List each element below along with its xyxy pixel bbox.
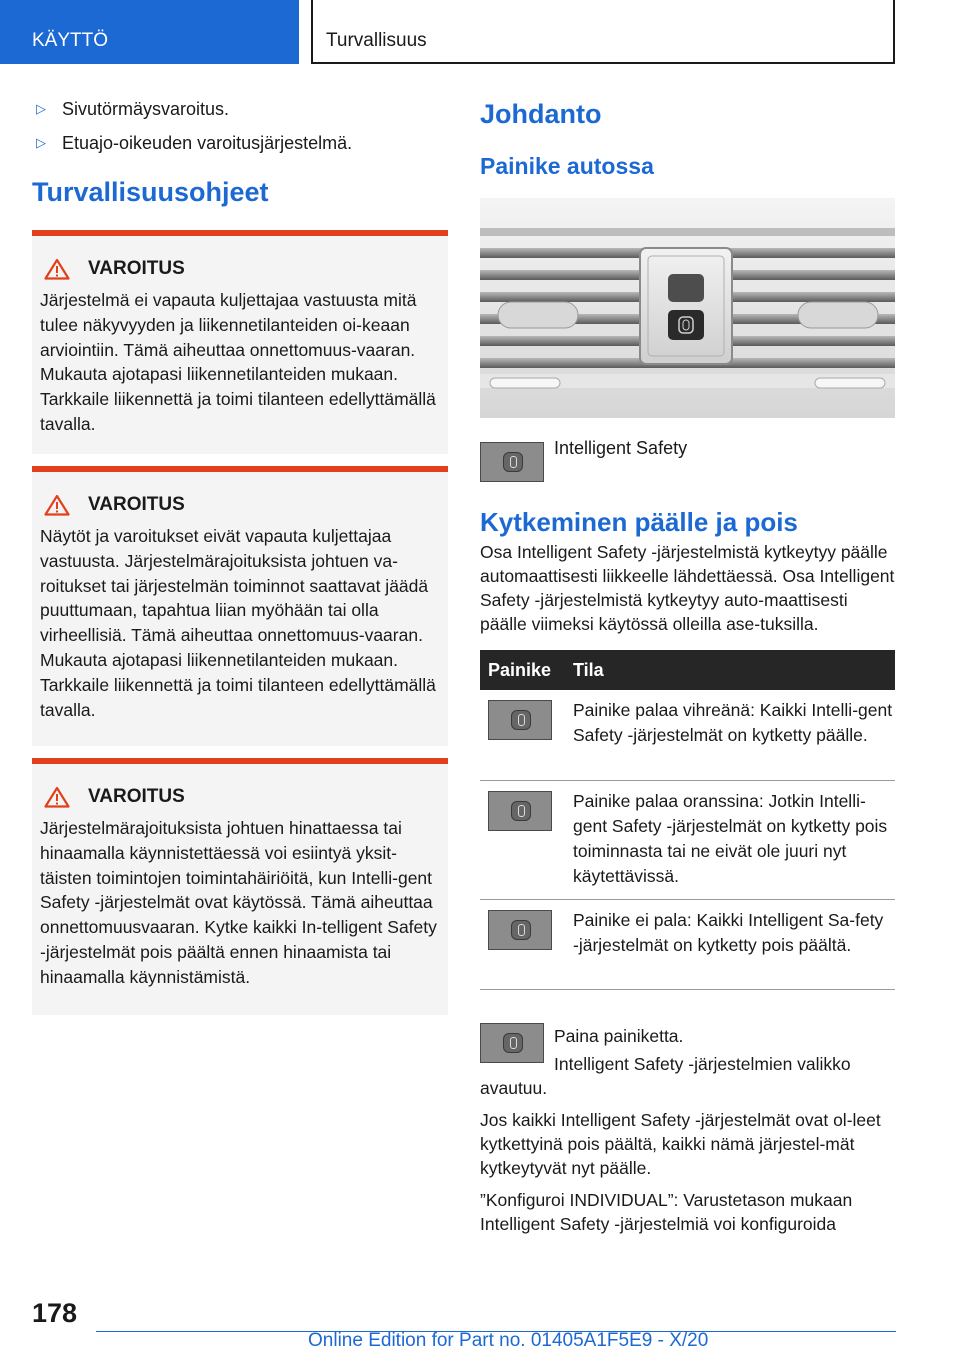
intro-heading: Johdanto [480,99,602,129]
state-description: Painike ei pala: Kaikki Intelligent Sa-fety -järjestelmät on kytketty pois päältä. [570,899,895,989]
column-header: Tila [570,650,895,690]
warning-label: VAROITUS [88,258,185,279]
button-orange-state-icon [488,791,552,831]
chapter-title: Turvallisuus [326,30,427,51]
list-item: ▷ Sivutörmäysvaroitus. [36,99,230,119]
warning-box [32,230,448,454]
warning-text: Järjestelmä ei vapauta kuljettajaa vastuusta mitä tulee näkyvyyden ja liikennetilanteiden oi-keaan arviointiin. Tämä aiheuttaa onnettomuus-vaaran. Mukauta ajotapasi liikennetilanteiden mukaan. Tarkkaile liikennettä ja toimi tilanteen edellyttämällä tavalla. [40,290,436,434]
button-legend [480,438,895,482]
table-row [480,780,895,899]
page-number: 178 [32,1298,78,1328]
button-off-state-icon [488,910,552,950]
left-column [32,98,448,1015]
switching-heading: Kytkeminen päälle ja pois [480,507,798,537]
warning-triangle-icon [44,786,70,808]
warning-text: Näytöt ja varoitukset eivät vapauta kuljettajaa vastuusta. Järjestelmärajoituksista johtuen va-roitukset tai järjestelmän toiminnot saattavat jäädä puuttumaan, tapahtua liian myöhään tai olla virheellisiä. Tämä aiheuttaa onnettomuus-vaaran. Mukauta ajotapasi liikennetilanteiden mukaan. Tarkkaile liikennettä ja toimi tilanteen edellyttämällä tavalla. [40,526,436,720]
intro-subheading: Painike autossa [480,153,654,179]
triangle-bullet-icon: ▷ [36,101,46,116]
warning-triangle-icon [44,494,70,516]
press-instruction [480,1020,895,1100]
triangle-bullet-icon: ▷ [36,135,46,150]
menu-opens-text: Intelligent Safety -järjestelmien valikko avautuu. [480,1053,851,1098]
configure-paragraph: ”Konfiguroi INDIVIDUAL”: Varustetason mukaan Intelligent Safety -järjestelmiä voi konfiguroida [480,1189,853,1234]
footer-edition: Online Edition for Part no. 01405A1F5E9 - X/20 [308,1330,709,1351]
table-row [480,690,895,780]
button-state-table [480,650,895,990]
warning-triangle-icon [44,258,70,280]
warning-box [32,758,448,1015]
warning-label: VAROITUS [88,786,185,807]
press-text: Paina painiketta. [554,1025,684,1046]
warning-label: VAROITUS [88,494,185,515]
button-green-state-icon [488,700,552,740]
state-description: Painike palaa vihreänä: Kaikki Intelli-gent Safety -järjestelmät on kytketty päälle. [570,690,895,780]
switching-paragraph: Osa Intelligent Safety -järjestelmistä kytkeytyy päälle automaattisesti liikkeelle lähdettäessä. Osa Intelligent Safety -järjestelmistä kytkeytyy auto-maattisesti päälle viimeksi käytössä olleilla ase-tuksilla. [480,542,895,634]
console-photo [480,198,895,418]
intelligent-safety-button-icon [480,1023,544,1063]
chapter-tab [311,0,895,64]
table-row [480,899,895,989]
table-header-row [480,650,895,690]
button-label: Intelligent Safety [554,438,688,458]
right-column [480,98,895,1236]
column-header: Painike [480,650,570,690]
all-off-paragraph: Jos kaikki Intelligent Safety -järjestelmät ovat ol-leet kytkettyinä pois päältä, kaikki nämä järjestel-mät kytkeytyvät nyt päälle. [480,1109,881,1178]
state-description: Painike palaa oranssina: Jotkin Intelli-gent Safety -järjestelmät on kytketty pois toiminnasta tai ne eivät ole juuri nyt käytettävissä. [570,780,895,899]
section-tab [0,0,299,64]
section-title: KÄYTTÖ [32,30,109,51]
bullet-list [32,98,448,154]
list-item: ▷ Etuajo-oikeuden varoitusjärjestelmä. [36,133,353,153]
warning-box [32,466,448,746]
intelligent-safety-button-icon [480,442,544,482]
safety-heading: Turvallisuusohjeet [32,177,269,207]
air-vent-illustration [480,198,895,418]
warning-text: Järjestelmärajoituksista johtuen hinattaessa tai hinaamalla käynnistettäessä voi esiintyä yksit-täisten toimintojen toimintahäiriöitä, kun Intelli-gent Safety -järjestelmät ovat käytössä. Tämä aiheuttaa onnettomuusvaaran. Kytke kaikki In-telligent Safety -järjestelmät pois päältä ennen hinaamista tai hinaamalla käynnistämistä. [40,818,437,987]
